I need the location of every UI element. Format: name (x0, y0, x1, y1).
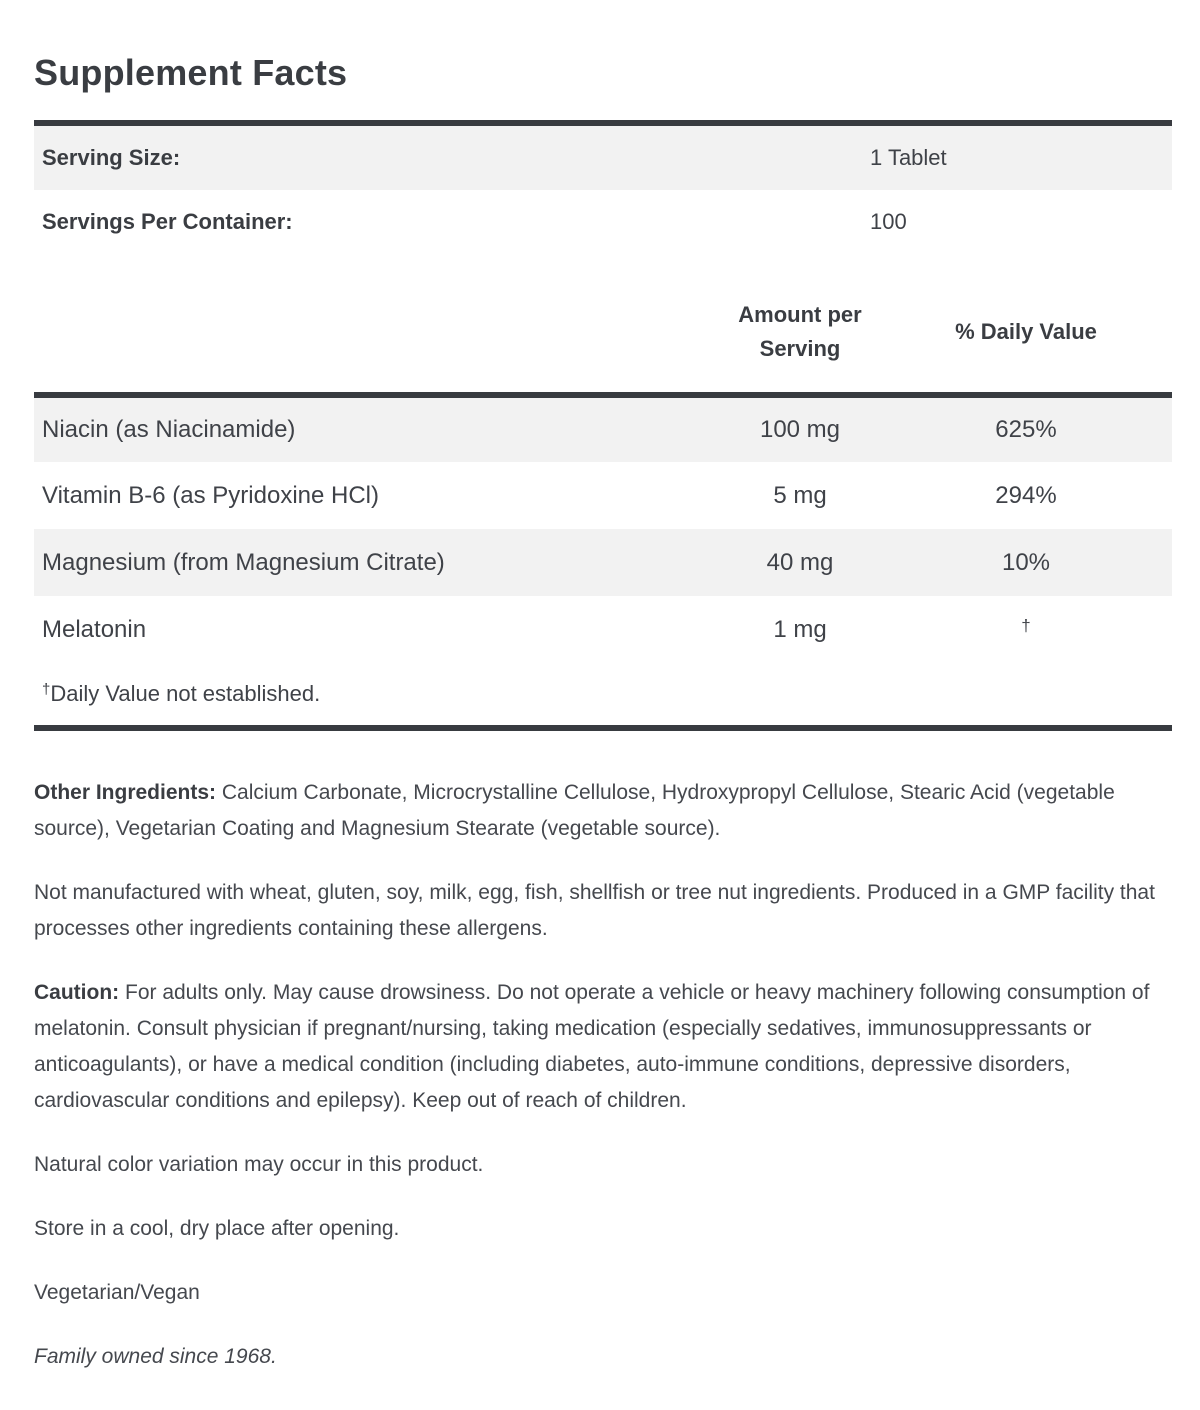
page-title: Supplement Facts (34, 52, 348, 93)
notes-section (34, 775, 1172, 1375)
nutrient-column-header (34, 254, 660, 395)
table-row-magnesium (34, 529, 1172, 596)
footnote-row (34, 663, 1172, 725)
nutrient-amount: 1 mg (773, 615, 827, 643)
serving-size-label: Serving Size: (42, 145, 181, 170)
allergen-paragraph: Not manufactured with wheat, gluten, soy, milk, egg, fish, shellfish or tree nut ingredients. Produced in a GMP facility that processes other ingredients containing these allergens. (34, 881, 1155, 940)
family-owned-note: Family owned since 1968. (34, 1345, 277, 1368)
nutrient-name: Magnesium (from Magnesium Citrate) (42, 548, 445, 576)
nutrient-amount: 40 mg (766, 548, 834, 576)
table-row-vitamin-b6 (34, 462, 1172, 529)
other-ingredients-paragraph: Other Ingredients: Calcium Carbonate, Microcrystalline Cellulose, Hydroxypropyl Cellulose, Stearic Acid (vegetable source), Vegetarian Coating and Magnesium Stearate (vegetable source). (34, 781, 1115, 840)
nutrient-name: Vitamin B-6 (as Pyridoxine HCl) (42, 481, 379, 509)
nutrient-daily-value: 10% (1001, 548, 1051, 576)
nutrient-amount: 5 mg (773, 481, 827, 509)
nutrient-facts-table (34, 254, 1172, 725)
servings-per-container-value: 100 (870, 209, 907, 234)
dagger-symbol: † (1021, 615, 1031, 635)
serving-size-row (34, 126, 1172, 190)
nutrient-name: Melatonin (42, 615, 147, 643)
daily-value-column-header: % Daily Value (940, 254, 1172, 395)
color-variation-note: Natural color variation may occur in this product. (34, 1153, 484, 1176)
nutrient-daily-value (940, 596, 1172, 663)
servings-per-container-label: Servings Per Container: (42, 209, 293, 234)
table-row-niacin (34, 395, 1172, 462)
table-row-melatonin (34, 596, 1172, 663)
facts-header-row (34, 254, 1172, 395)
serving-size-value: 1 Tablet (870, 145, 947, 170)
nutrient-name: Niacin (as Niacinamide) (42, 416, 296, 443)
servings-per-container-row (34, 190, 1172, 254)
nutrient-daily-value: 625% (995, 416, 1057, 443)
nutrient-daily-value: 294% (995, 481, 1057, 509)
bottom-divider (34, 725, 1172, 731)
caution-label: Caution: (34, 981, 120, 1004)
daily-value-footnote: †Daily Value not established. (34, 663, 1172, 725)
vegetarian-vegan-note: Vegetarian/Vegan (34, 1281, 200, 1304)
dagger-symbol: † (42, 681, 51, 698)
nutrient-amount: 100 mg (759, 416, 841, 443)
storage-note: Store in a cool, dry place after opening. (34, 1217, 400, 1240)
other-ingredients-label: Other Ingredients: (34, 781, 217, 804)
caution-paragraph: Caution: For adults only. May cause drowsiness. Do not operate a vehicle or heavy machinery following consumption of melatonin. Consult physician if pregnant/nursing, taking medication (especially sedatives, immunosuppressants or anticoagulants), or have a medical condition (including diabetes, auto-immune conditions, depressive disorders, cardiovascular conditions and epilepsy). Keep out of reach of children. (34, 981, 1150, 1112)
amount-column-header: Amount per Serving (660, 254, 940, 395)
serving-info-table (34, 126, 1172, 254)
